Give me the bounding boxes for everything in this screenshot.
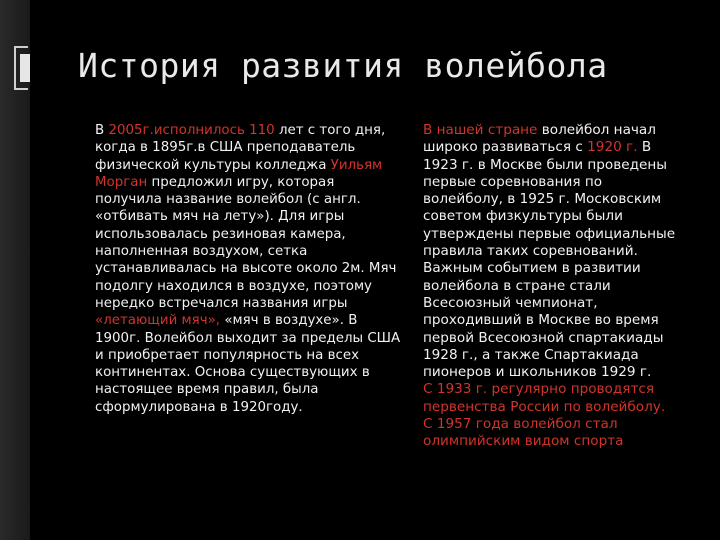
highlight-championships-1933: С 1933 г. регулярно проводятся первенства России по волейболу.: [423, 381, 666, 415]
decorative-block: [20, 54, 30, 82]
text-run: предложил игру, которая получила название волейбол (с англ. «отбивать мяч на лету»). Для игры использовалась резиновая камера, наполненная воздухом, сетка устанавливалась на высоте около 2м. Мяч подолгу находился в воздухе, поэтому нередко встречался названия игры: [95, 174, 397, 311]
highlight-anniversary: 2005г.исполнилось 110: [108, 123, 275, 138]
highlight-inventor-name: Уильям Морган: [95, 157, 383, 190]
highlight-year-1920: 1920 г.: [587, 139, 638, 156]
text-run: В 1923 г. в Москве были проведены первые соревнования по волейболу, в 1925 г. Московским советом физкультуры были утверждены первые официальные правила таких соревнований. Важным событием в развитии волейбола в стране стали Всесоюзный чемпионат, проходивший в Москве во время первой Всесоюзной спартакиады 1928 г., а также Спартакиада пионеров и школьников 1929 г.: [423, 139, 676, 381]
right-text-column: [423, 122, 685, 451]
text-run: волейбол начал широко развиваться с: [423, 122, 656, 156]
highlight-game-name: «летающий мяч»,: [95, 313, 221, 329]
left-text-column: [95, 122, 405, 416]
highlight-olympic-1957: С 1957 года волейбол стал олимпийским видом спорта: [423, 416, 624, 450]
highlight-in-our-country: В нашей стране: [423, 122, 538, 138]
text-run: «мяч в воздухе». В 1900г. Волейбол выходит за пределы США и приобретает популярность на всех континентах. Основа существующих в настоящее время правил, была сформулирована в 1920году.: [95, 313, 401, 415]
text-run: В: [95, 123, 109, 138]
slide-title: История развития волейбола: [78, 46, 608, 85]
text-run: лет с того дня, когда в 1895г.в США преподаватель физической культуры колледжа: [95, 123, 386, 173]
